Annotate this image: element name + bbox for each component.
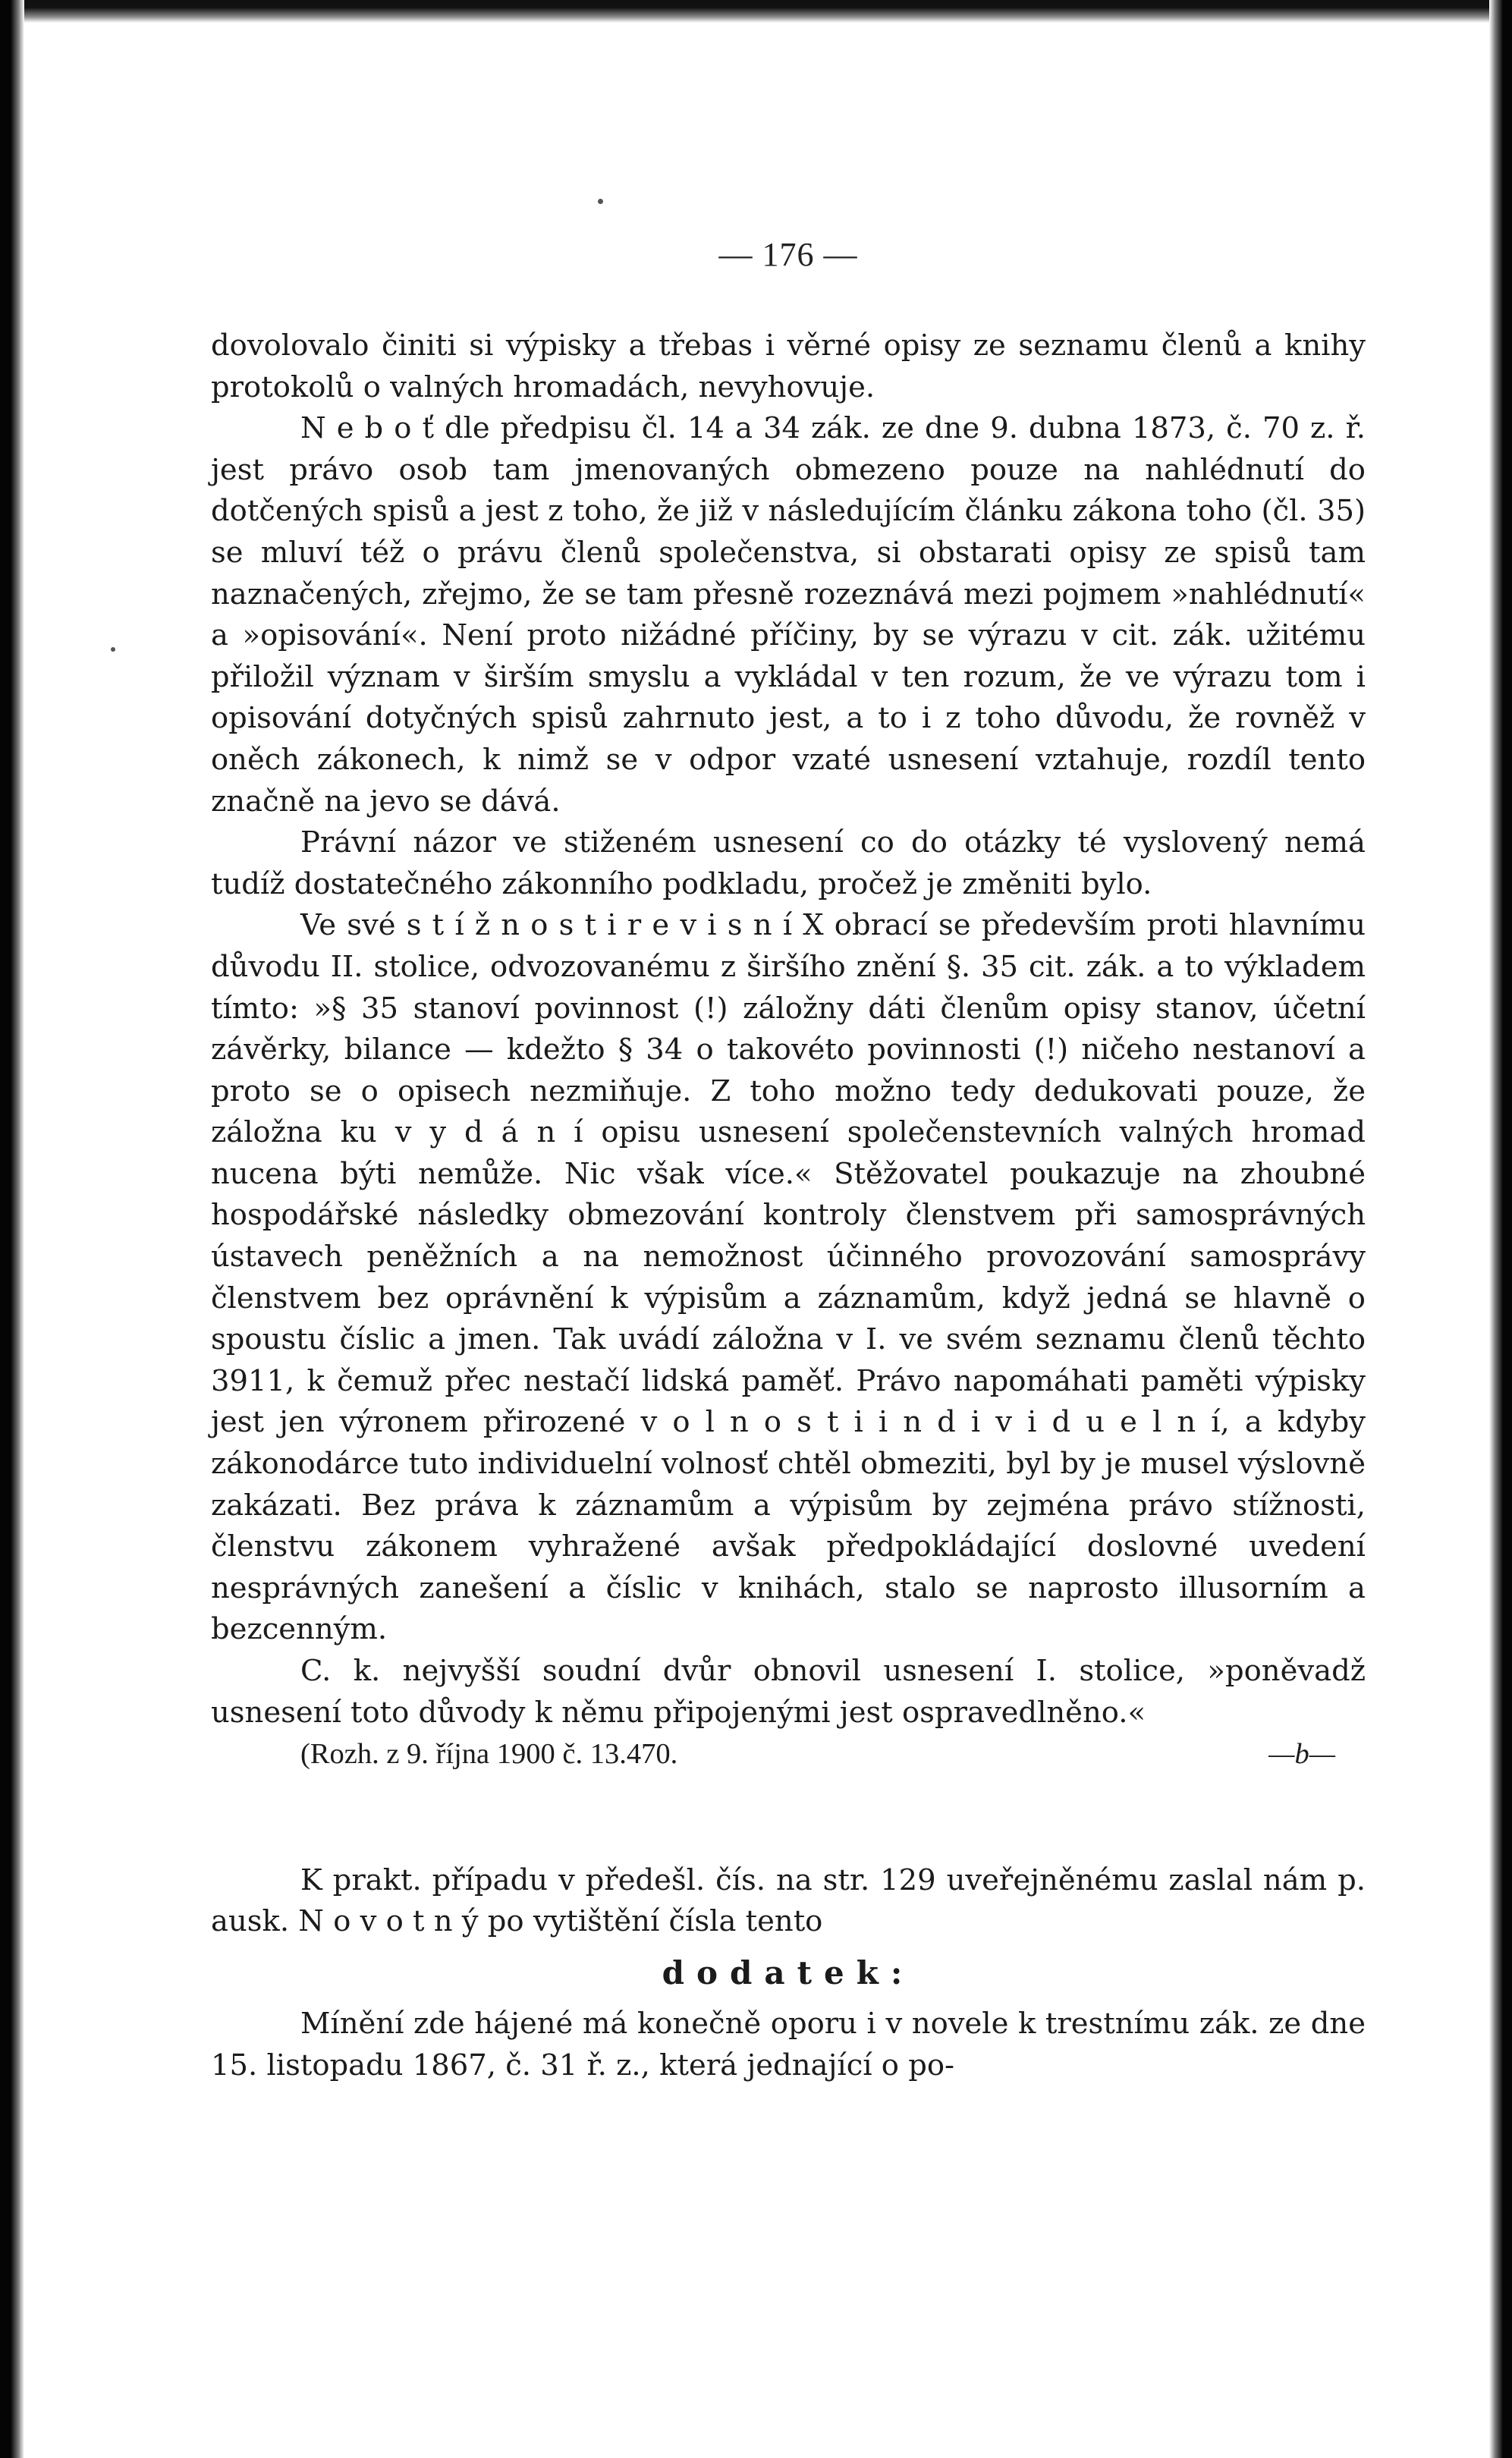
scan-speck (598, 199, 603, 204)
page-content (211, 235, 1366, 2086)
scan-speck (111, 647, 115, 652)
note-text (211, 1860, 1366, 1943)
paragraph: C. k. nejvyšší soudní dvůr obnovil usnesení I. stolice, »poněvadž usnesení toto důvody k němu připojenými jest ospravedlněno.« (211, 1654, 1366, 1730)
final-paragraph: Mínění zde hájené má konečně oporu i v novele k trestnímu zák. ze dne 15. listopadu 1867, č. 31 ř. z., která jednající o po- (211, 2006, 1366, 2082)
section-heading: dodatek: (662, 1954, 915, 1991)
paragraph: Právní názor ve stiženém usnesení co do otázky té vyslovený nemá tudíž dostatečného zákonního podkladu, pročež je změniti bylo. (211, 825, 1366, 901)
paragraph: dovolovalo činiti si výpisky a třebas i věrné opisy ze seznamu členů a knihy protokolů o valných hromadách, nevyhovuje. (211, 328, 1366, 404)
final-text (211, 2004, 1366, 2086)
section-gap (211, 1775, 1366, 1860)
note-paragraph: K prakt. případu v předešl. čís. na str. 129 uveřejněnému zaslal nám p. ausk. N o v o t n ý po vytištění čísla tento (211, 1862, 1366, 1939)
citation-line (211, 1733, 1366, 1775)
signature: —b— (1268, 1738, 1335, 1771)
paragraph: N e b o ť dle předpisu čl. 14 a 34 zák. ze dne 9. dubna 1873, č. 70 z. ř. jest právo osob tam jmenovaných obmezeno pouze na nahlédnutí do dotčených spisů a jest z toho, že již v následujícím článku zákona toho (čl. 35) se mluví též o právu členů společenstva, si obstarati opisy ze spisů tam naznačených, zřejmo, že se tam přesně rozeznává mezi pojmem »nahlédnutí« a »opisování«. Není proto nižádné příčiny, by se výrazu v cit. zák. užitému přiložil význam v širším smyslu a vykládal v ten rozum, že ve výrazu tom i opisování dotyčných spisů zahrnuto jest, a to i z toho důvodu, že rovněž v oněch zákonech, k nimž se v odpor vzaté usnesení vztahuje, rozdíl tento značně na jevo se dává. (211, 411, 1366, 819)
citation: (Rozh. z 9. října 1900 č. 13.470. (300, 1738, 678, 1771)
scan-border-top (0, 0, 1512, 23)
page-number: — 176 — (718, 236, 858, 273)
main-text (211, 325, 1366, 1733)
scan-border-right (1489, 0, 1512, 2458)
scan-border-left (0, 0, 24, 2458)
paragraph: Ve své s t í ž n o s t i r e v i s n í X obrací se především proti hlavnímu důvodu II. stolice, odvozovanému z širšího znění §. 35 cit. zák. a to výkladem tímto: »§ 35 stanoví povinnost (!) záložny dáti členům opisy stanov, účetní závěrky, bilance — kdežto § 34 o takovéto povinnosti (!) ničeho nestanoví a proto se o opisech nezmiňuje. Z toho možno tedy dedukovati pouze, že záložna ku v y d á n í opisu usnesení společenstevních valných hromad nucena býti nemůže. Nic však více.« Stěžovatel poukazuje na zhoubné hospodářské následky obmezování kontroly členstvem při samosprávných ústavech peněžních a na nemožnost účinného provozování samosprávy členstvem bez oprávnění k výpisům a záznamům, když jedná se hlavně o spoustu číslic a jmen. Tak uvádí záložna v I. ve svém seznamu členů těchto 3911, k čemuž přec nestačí lidská paměť. Právo napomáhati paměti výpisky jest jen výronem přirozené v o l n o s t i i n d i v i d u e l n í, a kdyby zákonodárce tuto individuelní volnosť chtěl obmeziti, byl by je musel výslovně zakázati. Bez práva k záznamům a výpisům by zejména právo stížnosti, členstvu zákonem vyhražené avšak předpokládající doslovné uvedení nesprávných zanešení a číslic v knihách, stalo se naprosto illusorním a bezcenným. (211, 908, 1366, 1647)
